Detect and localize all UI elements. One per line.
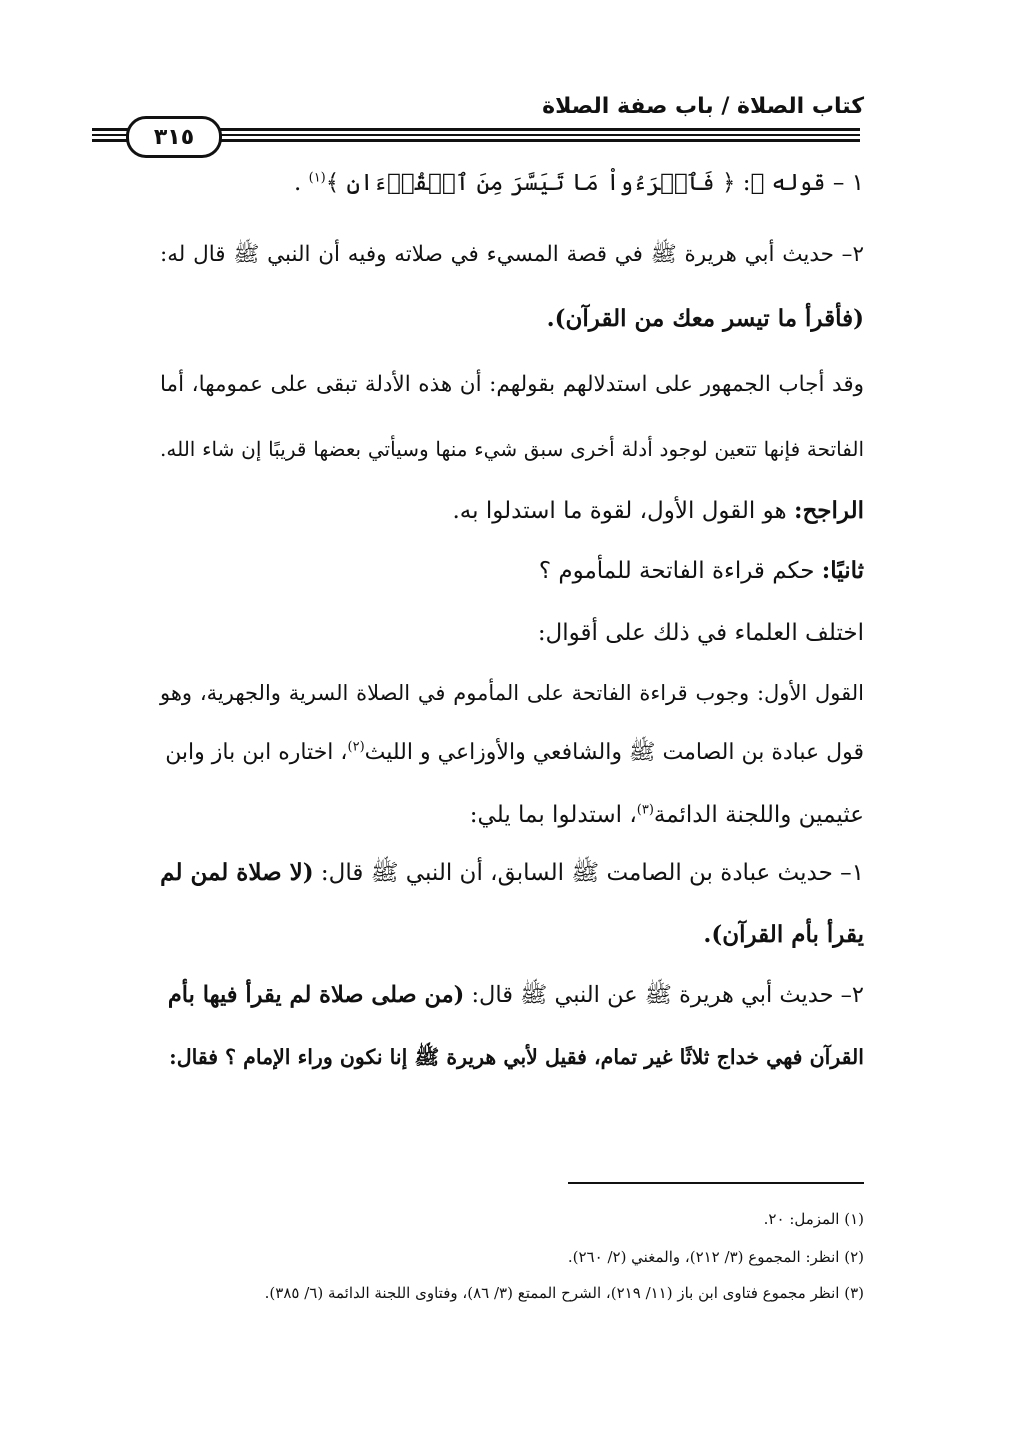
footnote-ref: (٢)	[347, 739, 365, 755]
text-line	[160, 494, 864, 528]
text-segment: ١– حديث عبادة بن الصامت ﷺ السابق، أن النبي ﷺ قال:	[313, 860, 864, 886]
text-line: وقد أجاب الجمهور على استدلالهم بقولهم: أن هذه الأدلة تبقى على عمومها، أما	[160, 372, 864, 397]
hadith-quote: (من صلى صلاة لم يقرأ فيها بأم	[167, 982, 465, 1008]
text-segment: ، استدلوا بما يلي:	[469, 802, 637, 828]
hadith-quote: (فأقرأ ما تيسر معك من القرآن).	[546, 305, 864, 332]
footnote-rule	[568, 1182, 864, 1184]
footnote-ref: (٣)	[636, 802, 654, 818]
text-segment: ٢– حديث أبي هريرة ﷺ عن النبي ﷺ قال:	[464, 982, 864, 1008]
footnote: (٣) انظر مجموع فتاوى ابن باز (١١/ ٢١٩)، الشرح الممتع (٣/ ٨٦)، وفتاوى اللجنة الدائمة (٦/ ٣٨٥).	[264, 1284, 864, 1302]
footnote: (٢) انظر: المجموع (٣/ ٢١٢)، والمغني (٢/ ٢٦٠).	[567, 1248, 864, 1266]
section-heading	[160, 554, 864, 588]
hadith-quote: القرآن فهي خداج ثلاثًا غير تمام، فقيل لأبي هريرة ﷺ إنا نكون وراء الإمام ؟ فقال:	[169, 1045, 864, 1069]
page-number	[126, 116, 222, 158]
text-segment: ، اختاره ابن باز وابن	[165, 740, 348, 765]
text-line	[160, 736, 864, 770]
footnote-ref: (١)	[308, 170, 326, 186]
page-number-text: ٣١٥	[153, 124, 195, 150]
footnote: (١) المزمل: ٢٠.	[763, 1210, 864, 1228]
section-title: حكم قراءة الفاتحة للمأموم ؟	[538, 558, 822, 584]
section-label: ثانيًا:	[821, 557, 864, 584]
text-line	[160, 798, 864, 832]
text-line: الفاتحة فإنها تتعين لوجود أدلة أخرى سبق شيء منها وسيأتي بعضها قريبًا إن شاء الله.	[160, 437, 864, 461]
preferred-text: هو القول الأول، لقوة ما استدلوا به.	[452, 498, 794, 524]
line-end: .	[293, 170, 309, 196]
text-line: القول الأول: وجوب قراءة الفاتحة على المأموم في الصلاة السرية والجهرية، وهو	[160, 681, 864, 705]
running-title: كتاب الصلاة / باب صفة الصلاة	[542, 94, 864, 119]
hadith-quote: (لا صلاة لمن لم	[160, 859, 314, 886]
text-line: اختلف العلماء في ذلك على أقوال:	[537, 620, 864, 646]
hadith-quote: يقرأ بأم القرآن).	[703, 921, 864, 948]
preferred-label: الراجح:	[793, 497, 864, 524]
quran-quote: ١ – قوله ﷻ: ﴿ فَٱقۡرَءُواْ مَا تَيَسَّرَ مِنَ ٱلۡقُرۡءَانِ ﴾	[325, 170, 864, 196]
text-line: ٢– حديث أبي هريرة ﷺ في قصة المسيء في صلاته وفيه أن النبي ﷺ قال له:	[160, 242, 864, 267]
text-segment: قول عبادة بن الصامت ﷺ والشافعي والأوزاعي و الليث	[364, 740, 864, 765]
text-line	[160, 978, 864, 1012]
text-segment: عثيمين واللجنة الدائمة	[653, 802, 864, 828]
text-line	[160, 856, 864, 890]
text-line	[160, 166, 864, 200]
